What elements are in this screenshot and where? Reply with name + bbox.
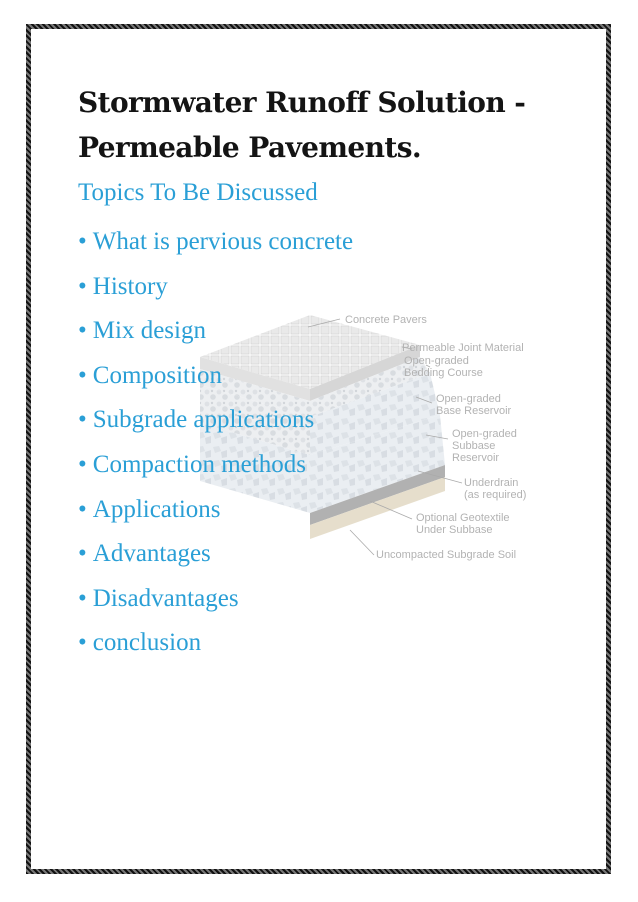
label-subbase: Subbase	[452, 440, 496, 452]
topic-label: History	[92, 272, 168, 300]
topic-label: Disadvantages	[92, 584, 239, 612]
bullet-icon: •	[78, 272, 87, 300]
bullet-icon: •	[78, 584, 87, 612]
topic-label: conclusion	[92, 629, 202, 657]
label-joint-material: Permeable Joint Material	[402, 342, 524, 354]
bullet-icon: •	[78, 495, 87, 523]
bullet-icon: •	[78, 361, 87, 389]
label-subgrade-soil: Uncompacted Subgrade Soil	[376, 549, 517, 561]
label-bedding-course: Bedding Course	[404, 367, 483, 379]
page-title: Stormwater Runoff Solution - Permeable Pavements.	[78, 86, 526, 164]
topics-list	[78, 222, 353, 668]
topic-item	[78, 623, 353, 668]
label-open-graded-2: Open-graded	[436, 393, 501, 405]
topic-item	[78, 356, 353, 401]
label-reservoir: Reservoir	[452, 452, 500, 464]
topic-label: Subgrade applications	[92, 406, 315, 434]
label-base-reservoir: Base Reservoir	[436, 405, 512, 417]
topic-item	[78, 490, 353, 535]
label-open-graded-1: Open-graded	[404, 355, 469, 367]
bullet-icon: •	[78, 450, 87, 478]
bullet-icon: •	[78, 540, 87, 568]
topic-item	[78, 400, 353, 445]
bullet-icon: •	[78, 228, 87, 255]
label-optional-geotextile: Optional Geotextile	[416, 512, 510, 524]
topic-label: Advantages	[92, 540, 211, 568]
topic-item	[78, 267, 353, 312]
bullet-icon: •	[78, 406, 87, 434]
bullet-icon: •	[78, 317, 87, 345]
topic-item	[78, 579, 353, 624]
topic-label: Mix design	[92, 317, 206, 345]
label-open-graded-3: Open-graded	[452, 428, 517, 440]
bullet-icon: •	[78, 629, 87, 657]
topic-label: Composition	[92, 361, 222, 389]
topic-item	[78, 222, 353, 267]
topic-label: Applications	[92, 495, 221, 523]
topic-item	[78, 445, 353, 490]
topic-label: Compaction methods	[92, 450, 306, 478]
topic-item	[78, 534, 353, 579]
topic-item	[78, 311, 353, 356]
section-subtitle: Topics To Be Discussed	[78, 179, 318, 206]
label-underdrain: Underdrain	[464, 477, 519, 489]
label-as-required: (as required)	[464, 489, 527, 501]
topic-label: What is pervious concrete	[92, 228, 354, 255]
label-concrete-pavers: Concrete Pavers	[345, 314, 427, 326]
label-under-subbase: Under Subbase	[416, 524, 493, 536]
